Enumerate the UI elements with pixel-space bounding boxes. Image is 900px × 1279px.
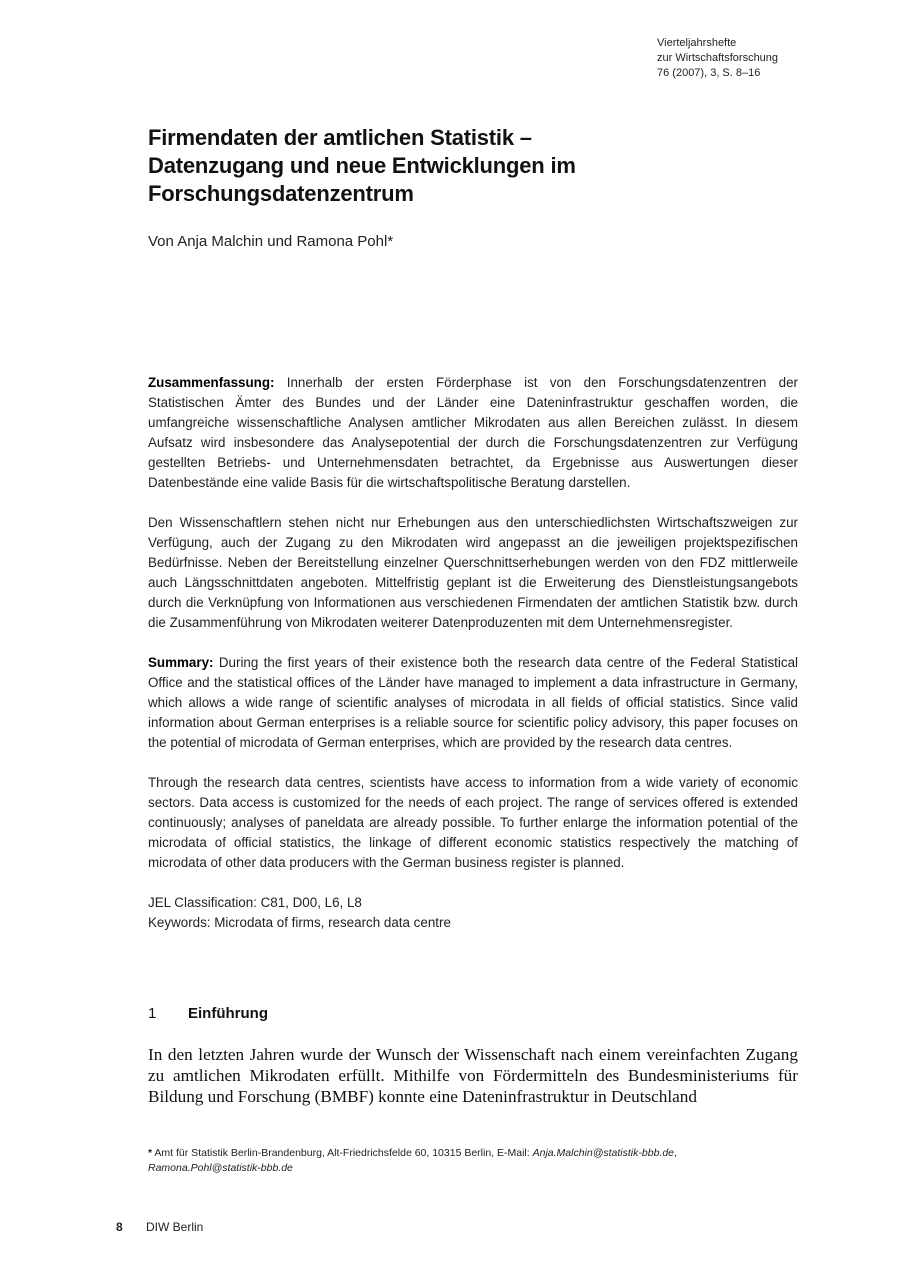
journal-reference — [657, 36, 857, 81]
authors: Von Anja Malchin und Ramona Pohl* — [148, 233, 394, 250]
keywords: Keywords: Microdata of firms, research data centre — [148, 915, 451, 930]
title-line1: Firmendaten der amtlichen Statistik – — [148, 125, 532, 150]
title-line2: Datenzugang und neue Entwicklungen im — [148, 153, 576, 178]
footnote-separator: , — [674, 1147, 677, 1159]
footnote — [148, 1146, 748, 1176]
classification-block — [148, 893, 798, 933]
page-number: 8 — [116, 1220, 123, 1234]
footnote-email-1[interactable]: Anja.Malchin@statistik-bbb.de — [532, 1147, 675, 1159]
summary-paragraph — [148, 653, 798, 753]
journal-name-line1: Vierteljahrshefte — [657, 37, 737, 49]
footnote-email-2[interactable]: Ramona.Pohl@statistik-bbb.de — [148, 1162, 293, 1174]
summary-label: Summary: — [148, 655, 214, 670]
section-title: Einführung — [188, 1005, 268, 1022]
article-title — [148, 124, 768, 208]
footnote-marker: * — [148, 1147, 153, 1159]
journal-volume: 76 (2007), 3, S. 8–16 — [657, 67, 761, 79]
footnote-text: Amt für Statistik Berlin-Brandenburg, Alt-Friedrichsfelde 60, 10315 Berlin, E-Mail: — [152, 1147, 533, 1159]
title-line3: Forschungsdatenzentrum — [148, 181, 414, 206]
summary-text: During the first years of their existence both the research data centre of the Federal Statistical Office and the statistical offices of the Länder have managed to implement a data infrastructure in Germany, which allows a wide range of scientific analyses of microdata in all fields of official statistics. Since valid information about German enterprises is a reliable source for scientific policy advisory, this paper focuses on the potential of microdata of German enterprises, which are provided by the research data centres. — [148, 655, 798, 750]
publisher: DIW Berlin — [146, 1220, 204, 1234]
zusammenfassung-paragraph-2: Den Wissenschaftlern stehen nicht nur Erhebungen aus den unterschiedlichsten Wirtschaftszweigen zur Verfügung, auch der Zugang zu den Mikrodaten wird angepasst an die jeweiligen projektspezifischen Bedürfnisse. Neben der Bereitstellung einzelner Querschnittserhebungen werden von den FDZ mittlerweile auch Längsschnittdaten angeboten. Mittelfristig geplant ist die Erweiterung des Dienstleistungsangebots durch die Verknüpfung von Informationen aus verschiedenen Firmendaten der amtlichen Statistik bzw. durch die Zusammenführung von Mikrodaten weiterer Datenproduzenten mit dem Unternehmensregister. — [148, 515, 798, 630]
section-body-text: In den letzten Jahren wurde der Wunsch der Wissenschaft nach einem vereinfachten Zugang zu amtlichen Mikrodaten erfüllt. Mithilfe von Fördermitteln des Bundesministeriums für Bildung und Forschung (BMBF) konnte eine Dateninfrastruktur in Deutschland — [148, 1045, 798, 1106]
section-number: 1 — [148, 1005, 157, 1022]
zusammenfassung-paragraph — [148, 373, 798, 493]
summary-paragraph-2: Through the research data centres, scientists have access to information from a wide variety of economic sectors. Data access is customized for the needs of each project. The range of services offered is extended continuously; analyses of paneldata are already possible. To further enlarge the information potential of the microdata of official statistics, the linkage of different economic statistics respectively the matching of microdata of other data producers with the German business register is planned. — [148, 775, 798, 870]
abstracts — [148, 373, 798, 933]
journal-name-line2: zur Wirtschaftsforschung — [657, 52, 779, 64]
page-footer — [116, 1219, 203, 1235]
zusammenfassung-label: Zusammenfassung: — [148, 375, 275, 390]
section-heading — [148, 1004, 268, 1024]
jel-classification: JEL Classification: C81, D00, L6, L8 — [148, 895, 362, 910]
zusammenfassung-text: Innerhalb der ersten Förderphase ist von den Forschungsdatenzentren der Statistischen Ämter des Bundes und der Länder eine Dateninfrastruktur geschaffen worden, die umfangreiche wissenschaftliche Analysen amtlicher Mikrodaten aus allen Bereichen zulässt. In diesem Aufsatz wird insbesondere das Analysepotential der durch die Forschungsdatenzentren zur Verfügung gestellten Betriebs- und Unternehmensdaten betrachtet, da Ergebnisse aus Auswertungen dieser Datenbestände eine valide Basis für die wirtschaftspolitische Beratung darstellen. — [148, 375, 798, 490]
